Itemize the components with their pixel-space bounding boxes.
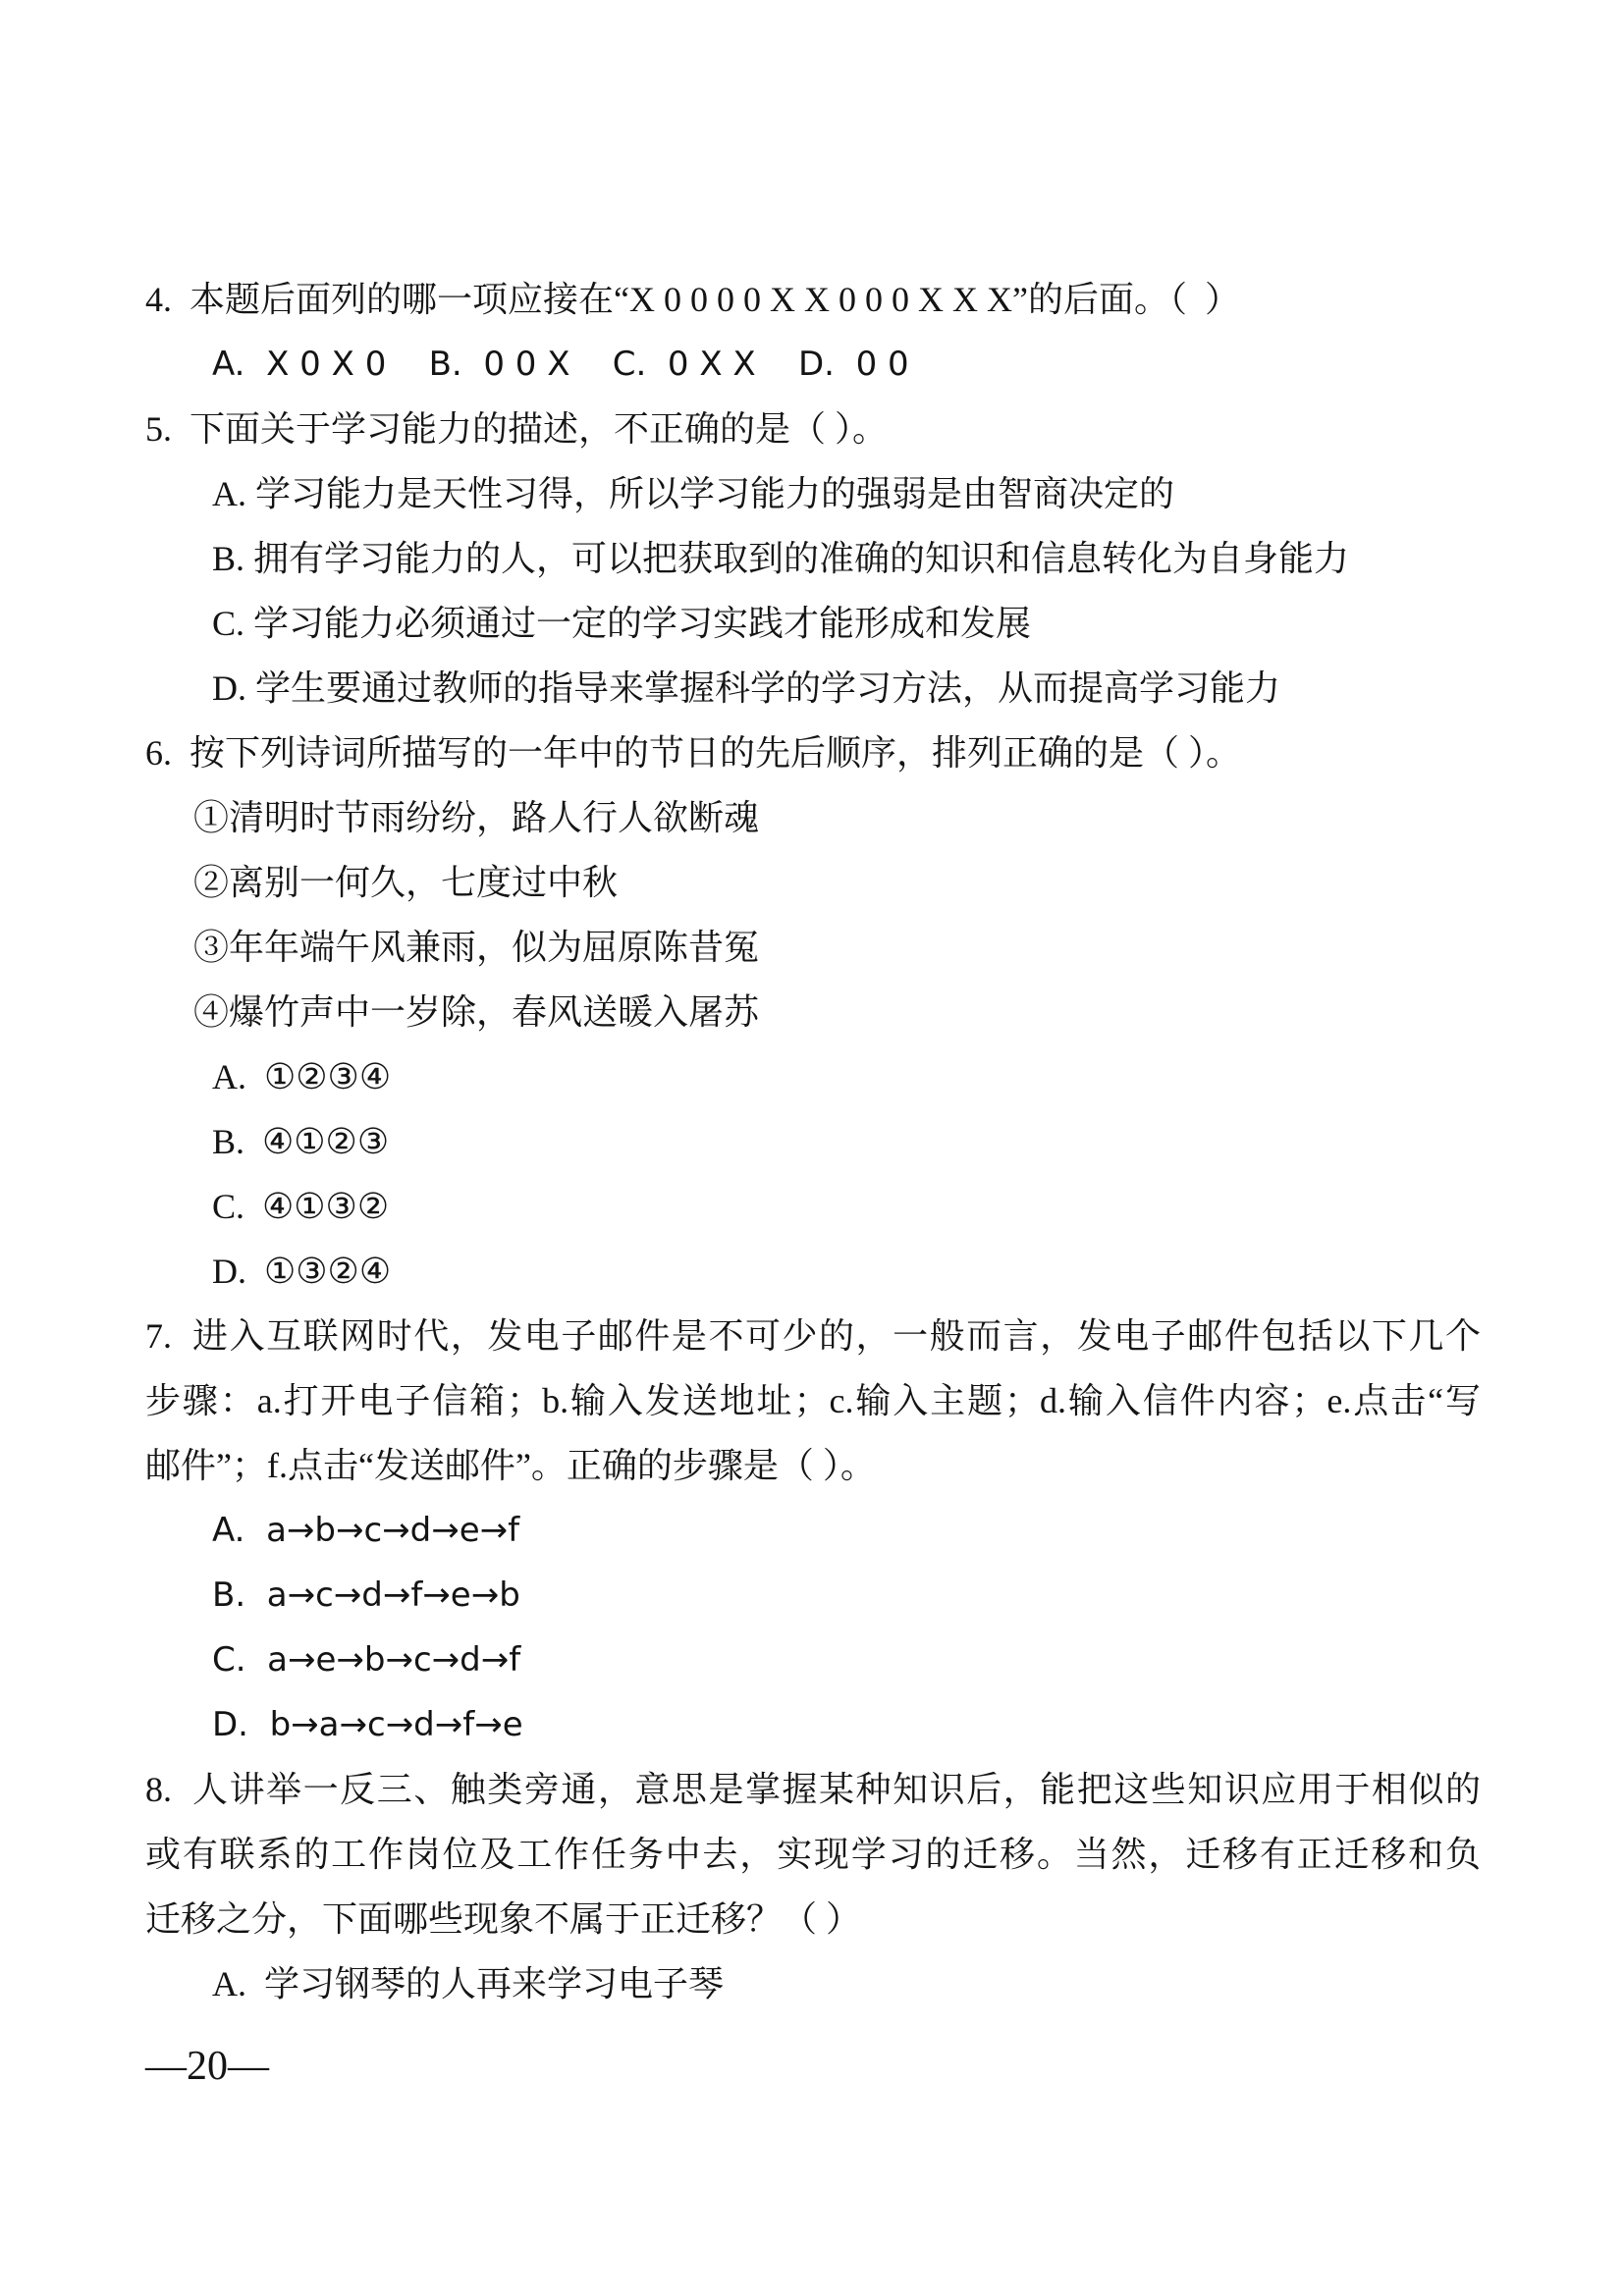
question-5-option-d: D. 学生要通过教师的指导来掌握科学的学习方法，从而提高学习能力: [212, 668, 1280, 708]
question-8-stem-line-3: 迁移之分，下面哪些现象不属于正迁移？（ ）: [145, 1899, 862, 1939]
page-number: —20—: [145, 2044, 269, 2089]
question-5-option-c: C. 学习能力必须通过一定的学习实践才能形成和发展: [212, 604, 1032, 643]
question-7-option-c: C. a→e→b→c→d→f: [212, 1640, 521, 1680]
question-6-option-c: C. ④①③②: [212, 1187, 390, 1226]
page-content: [145, 267, 1481, 2016]
question-4-options-inline: A. X 0 X 0 B. 0 0 X C. 0 X X D. 0 0: [212, 345, 909, 384]
question-6-stem: 6. 按下列诗词所描写的一年中的节日的先后顺序，排列正确的是（ ）。: [145, 733, 1242, 773]
question-8-stem-line-1: 8. 人讲举一反三、触类旁通，意思是掌握某种知识后，能把这些知识应用于相似的: [145, 1770, 1481, 1809]
question-7-stem-line-2: 步骤：a.打开电子信箱；b.输入发送地址；c.输入主题；d.输入信件内容；e.点击“写: [145, 1381, 1481, 1420]
question-5-option-a: A. 学习能力是天性习得，所以学习能力的强弱是由智商决定的: [212, 474, 1174, 513]
question-5-option-b: B. 拥有学习能力的人，可以把获取到的准确的知识和信息转化为自身能力: [212, 539, 1350, 578]
question-4-stem: 4. 本题后面列的哪一项应接在“X 0 0 0 0 X X 0 0 0 X X X”的后面。（ ）: [145, 280, 1240, 319]
question-6-poem-3: ③年年端午风兼雨，似为屈原陈昔冤: [193, 928, 760, 967]
question-8-stem-line-2: 或有联系的工作岗位及工作任务中去，实现学习的迁移。当然，迁移有正迁移和负: [145, 1835, 1481, 1874]
question-5: [145, 397, 1481, 721]
question-4: [145, 267, 1481, 397]
question-7-option-a: A. a→b→c→d→e→f: [212, 1511, 520, 1550]
question-6-option-b: B. ④①②③: [212, 1122, 390, 1161]
question-6-poem-4: ④爆竹声中一岁除，春风送暖入屠苏: [193, 992, 760, 1032]
question-7-stem-line-1: 7. 进入互联网时代，发电子邮件是不可少的，一般而言，发电子邮件包括以下几个: [145, 1316, 1481, 1356]
question-7: [145, 1304, 1481, 1757]
question-6-poem-2: ②离别一何久，七度过中秋: [193, 863, 619, 902]
question-7-option-b: B. a→c→d→f→e→b: [212, 1575, 520, 1615]
question-6-option-d: D. ①③②④: [212, 1252, 392, 1291]
question-5-stem: 5. 下面关于学习能力的描述，不正确的是（ ）。: [145, 409, 889, 449]
question-6-option-a: A. ①②③④: [212, 1057, 392, 1096]
question-7-option-d: D. b→a→c→d→f→e: [212, 1705, 523, 1744]
question-6: [145, 721, 1481, 1304]
question-8: [145, 1757, 1481, 2016]
question-6-poem-1: ①清明时节雨纷纷，路人行人欲断魂: [193, 798, 760, 837]
question-8-option-a: A. 学习钢琴的人再来学习电子琴: [212, 1964, 724, 2003]
question-7-stem-line-3: 邮件”；f.点击“发送邮件”。正确的步骤是（ ）。: [145, 1446, 876, 1485]
